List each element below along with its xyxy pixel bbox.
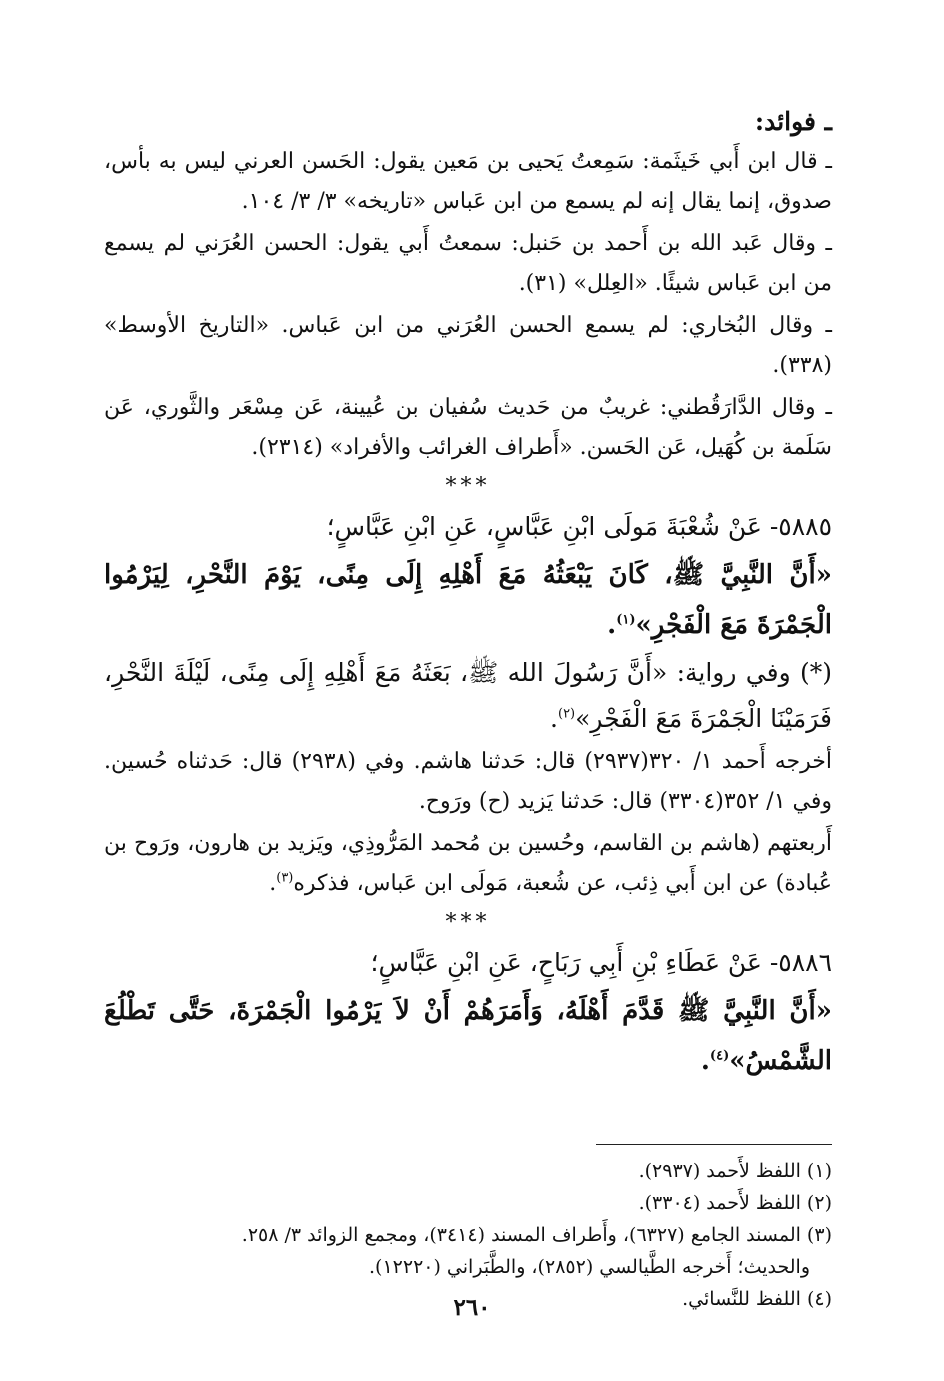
takhrij-body: أَربعتهم (هاشم بن القاسم، وحُسين بن مُحمد المَرُّوذِي، ويَزيد بن هارون، ورَوح بن عُبادة) عن ابن أَبي ذِئب، عن شُعبة، مَولَى ابن عَباس، فذكره <box>104 831 832 896</box>
footnote: (١) اللفظ لأَحمد (٢٩٣٧). <box>638 1160 832 1182</box>
footnote-ref: (٣) <box>276 870 294 886</box>
note-paragraph: ـ وقال البُخاري: لم يسمع الحسن العُرَني من ابن عَباس. «التاريخ الأوسط» (٣٣٨). <box>104 313 832 378</box>
hadith-variant-body: (*) وفي رواية: «أَنَّ رَسُولَ الله ﷺ، بَعَثَهُ مَعَ أَهْلِهِ إِلَى مِنًى، لَيْلَةَ النَّحْرِ، فَرَمَيْنَا الْجَمْرَةَ مَعَ الْفَجْرِ» <box>104 658 832 733</box>
hadith-text-body: «أَنَّ النَّبِيَّ ﷺ قَدَّمَ أَهْلَهُ، وَأَمَرَهُمْ أَنْ لاَ يَرْمُوا الْجَمْرَةَ، حَتَّى تَطْلُعَ الشَّمْسُ» <box>104 996 832 1076</box>
footnote-divider <box>596 1144 832 1145</box>
note-paragraph: ـ وقال الدَّارَقُطني: غريبٌ من حَديث سُفيان بن عُيينة، عَن مِسْعَر والثَّوري، عَن سَلَمة بن كُهَيل، عَن الحَسن. «أَطراف الغرائب والأفراد» (٢٣١٤). <box>104 395 832 460</box>
takhrij-paragraph: أَربعتهم (هاشم بن القاسم، وحُسين بن مُحمد المَرُّوذِي، ويَزيد بن هارون، ورَوح بن عُبادة) عن ابن أَبي ذِئب، عن شُعبة، مَولَى ابن عَباس، فذكره$^{(٣)}$. <box>104 831 832 896</box>
separator-stars: *** <box>445 910 491 935</box>
footnote-divider-wrap <box>104 1144 832 1145</box>
hadith-text-body: «أَنَّ النَّبِيَّ ﷺ، كَانَ يَبْعَثُهُ مَعَ أَهْلِهِ إِلَى مِنًى، يَوْمَ النَّحْرِ، لِيَرْمُوا الْجَمْرَةَ مَعَ الْفَجْرِ» <box>104 560 832 640</box>
hadith-text: «أَنَّ النَّبِيَّ ﷺ، كَانَ يَبْعَثُهُ مَعَ أَهْلِهِ إِلَى مِنًى، يَوْمَ النَّحْرِ، لِيَرْمُوا الْجَمْرَةَ مَعَ الْفَجْرِ»$^{(١)}$. <box>104 560 832 640</box>
note-paragraph: ـ قال ابن أَبي خَيثَمة: سَمِعتُ يَحيى بن مَعين يقول: الحَسن العرني ليس به بأس، صدوق، إنما يقال إنه لم يسمع من ابن عَباس «تاريخه» ٣/ ٣/ ١٠٤. <box>104 149 832 214</box>
hadith-title: ٥٨٨٦- عَنْ عَطَاءِ بْنِ أَبِي رَبَاحٍ، عَنِ ابْنِ عَبَّاسٍ؛ <box>370 948 832 977</box>
note-paragraph: ـ وقال عَبد الله بن أَحمد بن حَنبل: سمعتُ أَبي يقول: الحسن العُرَني لم يسمع من ابن عَباس شيئًا. «العِلل» (٣١). <box>104 231 832 296</box>
hadith-title: ٥٨٨٥- عَنْ شُعْبَةَ مَولَى ابْنِ عَبَّاسٍ، عَنِ ابْنِ عَبَّاسٍ؛ <box>326 512 832 541</box>
page-number: ٢٦٠ <box>453 1294 491 1321</box>
hadith-variant: (*) وفي رواية: «أَنَّ رَسُولَ الله ﷺ، بَعَثَهُ مَعَ أَهْلِهِ إِلَى مِنًى، لَيْلَةَ النَّحْرِ، فَرَمَيْنَا الْجَمْرَةَ مَعَ الْفَجْرِ»$^{(٢)}$. <box>104 658 832 733</box>
footnote: (٢) اللفظ لأَحمد (٣٣٠٤). <box>638 1192 832 1214</box>
section-heading: ـ فوائد: <box>754 107 832 136</box>
footnote-ref: (٤) <box>709 1048 730 1064</box>
hadith-text: «أَنَّ النَّبِيَّ ﷺ قَدَّمَ أَهْلَهُ، وَأَمَرَهُمْ أَنْ لاَ يَرْمُوا الْجَمْرَةَ، حَتَّى تَطْلُعَ الشَّمْسُ»$^{(٤)}$. <box>104 996 832 1076</box>
footnote: (٤) اللفظ للنَّسائي. <box>682 1288 832 1310</box>
separator-stars: *** <box>445 474 491 499</box>
footnote-continuation: والحديث؛ أَخرجه الطَّيالسي (٢٨٥٢)، والطَّبَراني (١٢٢٢٠). <box>369 1256 810 1278</box>
takhrij-paragraph: أخرجه أَحمد ١/ ٣٢٠(٢٩٣٧) قال: حَدثنا هاشم. وفي (٢٩٣٨) قال: حَدثناه حُسين. وفي ١/ ٣٥٢(٣٣٠٤) قال: حَدثنا يَزيد (ح) ورَوح. <box>104 749 833 814</box>
footnote-ref: (٢) <box>557 706 576 722</box>
footnote: (٣) المسند الجامع (٦٣٢٧)، وأَطراف المسند (٣٤١٤)، ومجمع الزوائد ٣/ ٢٥٨. <box>241 1224 832 1246</box>
footnote-ref: (١) <box>616 612 636 628</box>
